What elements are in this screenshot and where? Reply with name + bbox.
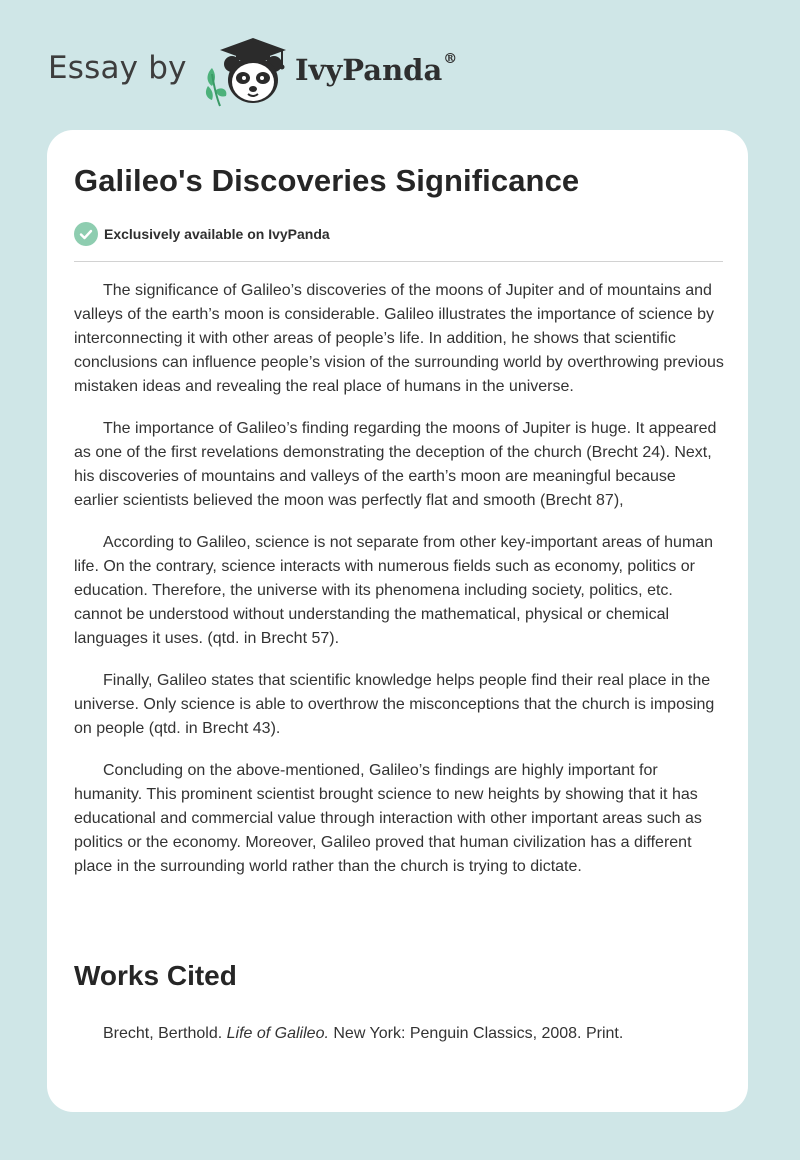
registered-mark: ® [443,51,458,67]
works-cited-heading: Works Cited [74,960,237,991]
brand-header [48,34,488,114]
paragraph: According to Galileo, science is not separate from other key-important areas of human life. On the contrary, science interacts with numerous fields such as economy, politics or education. Therefore, the universe with its phenomena including society, politics, etc. cannot be understood without understanding the mathematical, physical or chemical languages it uses. (qtd. in Brecht 57). [74,534,714,647]
paragraph: The importance of Galileo’s finding regarding the moons of Jupiter is huge. It appeared as one of the first revelations demonstrating the deception of the church (Brecht 24). Next, his discoveries of mountains and valleys of the earth’s moon are meaningful because earlier scientists believed the moon was perfectly flat and smooth (Brecht 87), [74,420,717,509]
check-circle-icon [74,222,98,246]
essay-card [47,130,748,1112]
paragraph: Finally, Galileo states that scientific knowledge helps people find their real place in the universe. Only science is able to overthrow the misconceptions that the church is imposing on people (qtd. in Brecht 43). [74,672,715,737]
exclusive-badge-label: Exclusively available on IvyPanda [104,226,330,242]
citation-book-title: Life of Galileo. [226,1025,329,1042]
citation-entry [103,1022,623,1046]
title-divider [74,261,723,262]
brand-name [295,53,457,87]
exclusive-badge [74,222,330,246]
page-title: Galileo's Discoveries Significance [74,163,580,198]
citation-author: Brecht, Berthold. [103,1025,223,1042]
panda-graduate-logo-icon [202,34,292,110]
brand-name-text: IvyPanda [295,53,443,87]
essay-body [74,279,724,897]
citation-publication: New York: Penguin Classics, 2008. Print. [333,1025,624,1042]
essay-by-label: Essay by [48,50,187,86]
paragraph: The significance of Galileo’s discoveries of the moons of Jupiter and of mountains and valleys of the earth’s moon is considerable. Galileo illustrates the importance of science by interconnecting it with other areas of people’s life. In addition, he shows that scientific conclusions can influence people’s vision of the surrounding world by overthrowing previous mistaken ideas and revealing the real place of humans in the universe. [74,282,724,395]
paragraph: Concluding on the above-mentioned, Galileo’s findings are highly important for humanity. This prominent scientist brought science to new heights by showing that it has educational and commercial value through interaction with other important areas such as politics or the economy. Moreover, Galileo proved that human civilization has a different place in the surrounding world rather than the church is trying to dictate. [74,762,702,875]
